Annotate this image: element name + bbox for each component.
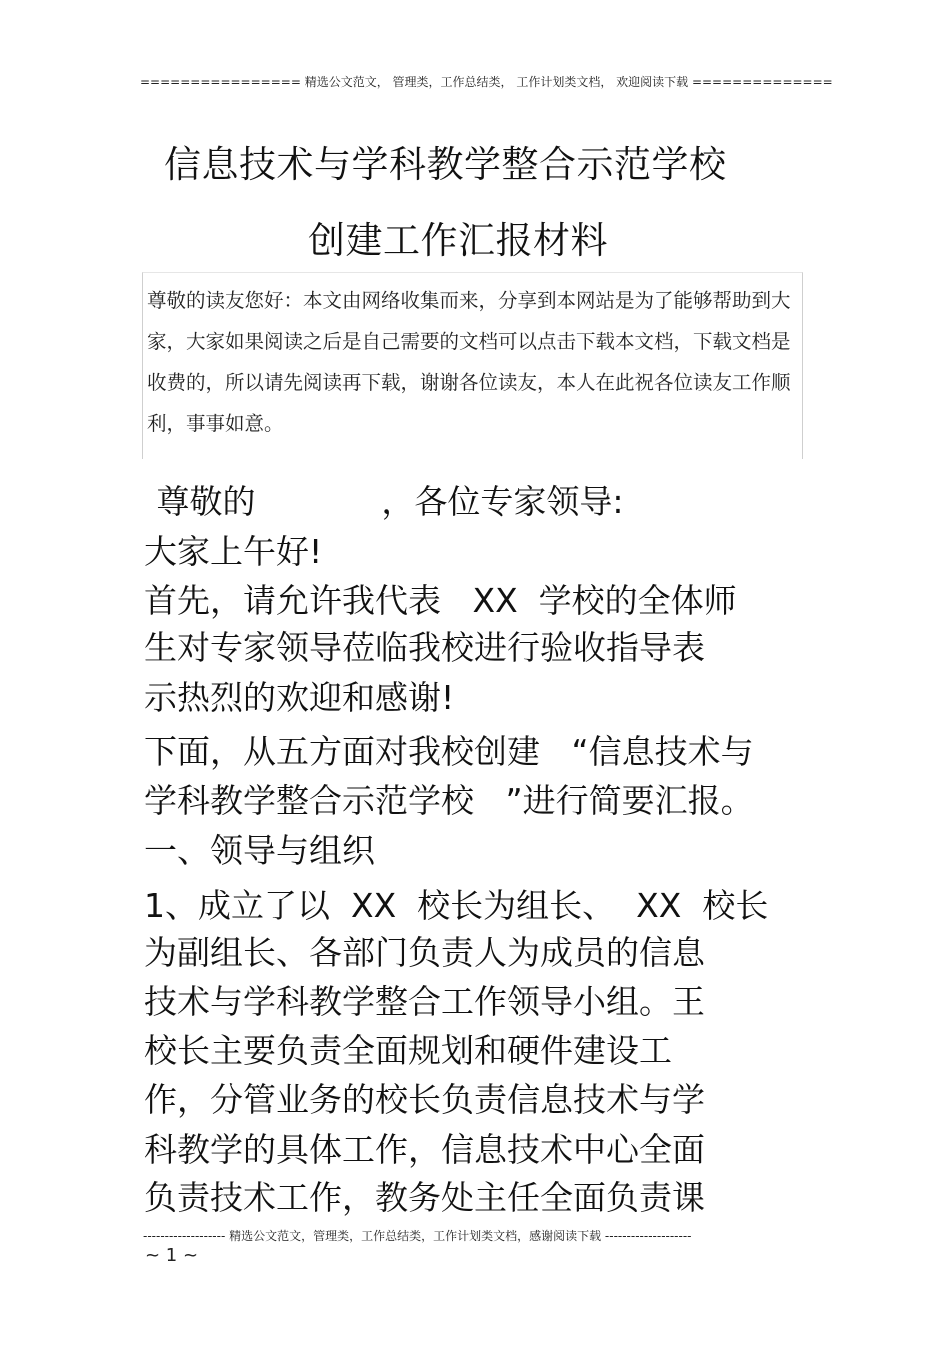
body-line: 科教学的具体工作，信息技术中心全面 bbox=[144, 1130, 705, 1169]
notice-line: 利，事事如意。 bbox=[147, 412, 284, 435]
document-title-line-1: 信息技术与学科教学整合示范学校 bbox=[164, 143, 727, 186]
body-line: 首先，请允许我代表 XX 学校的全体师 bbox=[144, 581, 737, 620]
body-line: 负责技术工作，教务处主任全面负责课 bbox=[144, 1178, 705, 1217]
body-line: 大家上午好! bbox=[144, 532, 323, 571]
notice-line: 家，大家如果阅读之后是自己需要的文档可以点击下载本文档，下载文档是 bbox=[147, 330, 791, 353]
body-line: 生对专家领导莅临我校进行验收指导表 bbox=[144, 628, 705, 667]
body-line: 技术与学科教学整合工作领导小组。王 bbox=[144, 982, 705, 1021]
notice-line: 收费的，所以请先阅读再下载，谢谢各位读友，本人在此祝各位读友工作顺 bbox=[147, 371, 791, 394]
body-line: 示热烈的欢迎和感谢! bbox=[144, 678, 455, 717]
page-header: ================ 精选公文范文， 管理类，工作总结类， 工作计划类文档， 欢迎阅读下载 ============== bbox=[140, 75, 833, 89]
section-heading: 一、领导与组织 bbox=[144, 831, 375, 870]
body-line: 为副组长、各部门负责人为成员的信息 bbox=[144, 933, 705, 972]
body-line: 下面，从五方面对我校创建 “信息技术与 bbox=[144, 732, 754, 771]
document-title-line-2: 创建工作汇报材料 bbox=[308, 219, 608, 262]
notice-line: 尊敬的读友您好：本文由网络收集而来，分享到本网站是为了能够帮助到大 bbox=[147, 289, 791, 312]
salutation-line: 尊敬的 ，各位专家领导: bbox=[146, 482, 624, 521]
reader-notice-box bbox=[142, 272, 803, 459]
body-line: 1、成立了以 XX 校长为组长、 XX 校长 bbox=[144, 886, 769, 925]
body-line: 校长主要负责全面规划和硬件建设工 bbox=[144, 1031, 672, 1070]
page-footer: ------------------- 精选公文范文，管理类，工作总结类，工作计划类文档，感谢阅读下载 -------------------- bbox=[143, 1229, 692, 1243]
page-number: ~ 1 ~ bbox=[145, 1245, 199, 1266]
body-line: 作，分管业务的校长负责信息技术与学 bbox=[144, 1080, 705, 1119]
body-line: 学科教学整合示范学校 ”进行简要汇报。 bbox=[144, 781, 754, 820]
